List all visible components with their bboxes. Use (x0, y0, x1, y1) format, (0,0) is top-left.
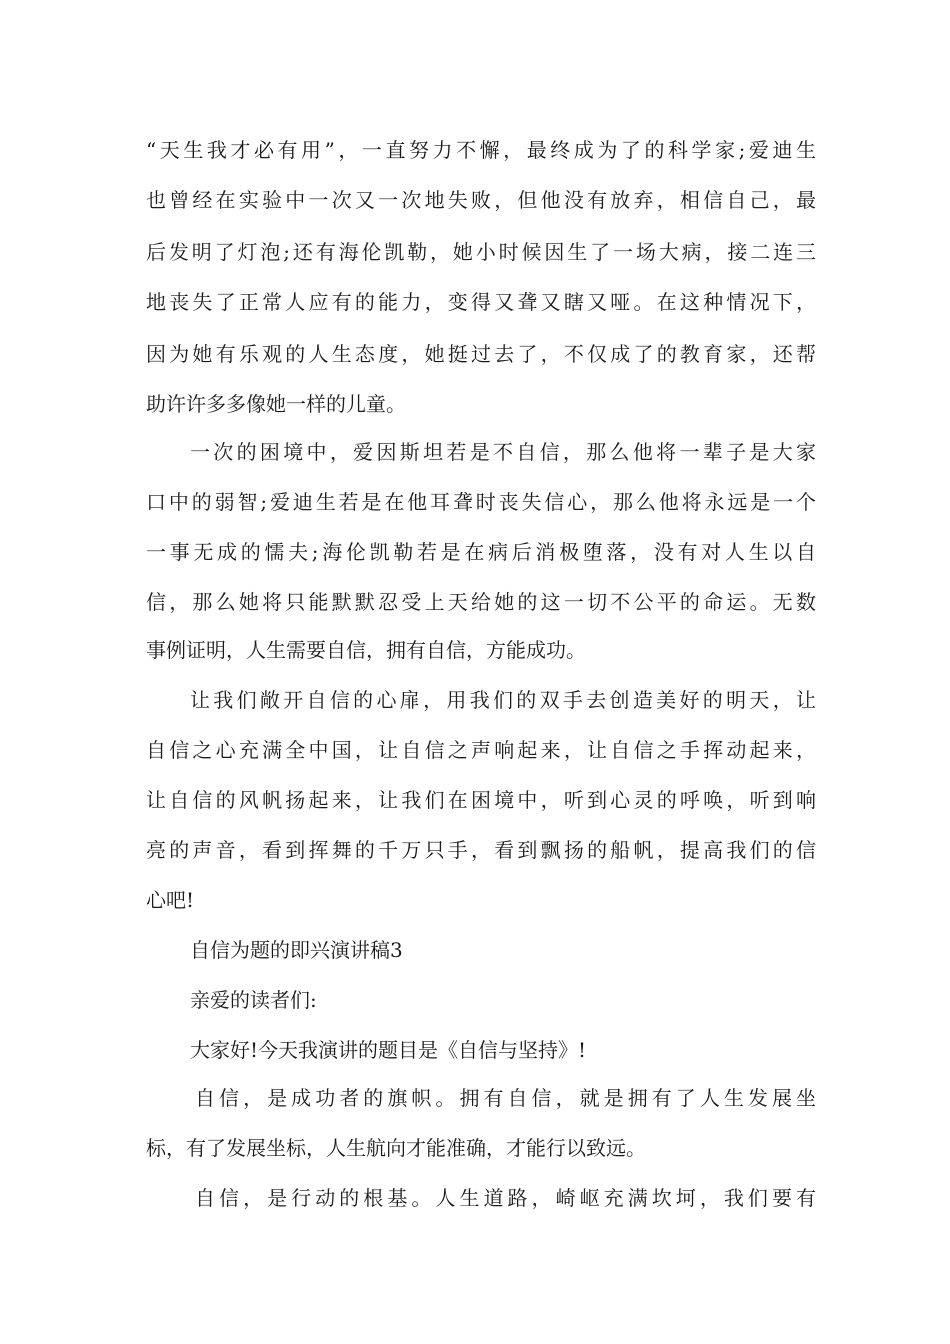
paragraph-2-line-2: 口中的弱智;爱迪生若是在他耳聋时丧失信心，那么他将永远是一个 (146, 490, 816, 514)
salutation: 亲爱的读者们: (190, 988, 317, 1012)
section-title: 自信为题的即兴演讲稿3 (190, 938, 403, 962)
paragraph-1-line-3: 后发明了灯泡;还有海伦凯勒，她小时候因生了一场大病，接二连三 (146, 240, 816, 264)
paragraph-3-line-4: 亮的声音，看到挥舞的千万只手，看到飘扬的船帆，提高我们的信 (146, 838, 816, 862)
paragraph-2-line-4: 信，那么她将只能默默忍受上天给她的这一切不公平的命运。无数 (146, 590, 816, 614)
paragraph-1-line-1: “天生我才必有用”，一直努力不懈，最终成为了的科学家;爱迪生 (146, 138, 816, 162)
paragraph-1-line-4: 地丧失了正常人应有的能力，变得又聋又瞎又哑。在这种情况下， (146, 290, 816, 314)
paragraph-2-line-3: 一事无成的懦夫;海伦凯勒若是在病后消极堕落，没有对人生以自 (146, 540, 816, 564)
paragraph-3-line-1: 让我们敞开自信的心扉，用我们的双手去创造美好的明天，让 (190, 688, 816, 712)
greeting: 大家好!今天我演讲的题目是《自信与坚持》! (190, 1038, 587, 1062)
paragraph-3-line-5: 心吧! (146, 888, 195, 912)
paragraph-2-line-1: 一次的困境中，爱因斯坦若是不自信，那么他将一辈子是大家 (190, 440, 816, 464)
paragraph-2-line-5: 事例证明，人生需要自信，拥有自信，方能成功。 (146, 638, 586, 662)
paragraph-5-line-1: 自信，是行动的根基。人生道路，崎岖充满坎坷，我们要有 (195, 1186, 816, 1210)
paragraph-1-line-5: 因为她有乐观的人生态度，她挺过去了，不仅成了的教育家，还帮 (146, 342, 816, 366)
paragraph-4-line-1: 自信，是成功者的旗帜。拥有自信，就是拥有了人生发展坐 (195, 1086, 816, 1110)
paragraph-3-line-2: 自信之心充满全中国，让自信之声响起来，让自信之手挥动起来， (146, 738, 816, 762)
paragraph-1-line-6: 助许许多多像她一样的儿童。 (146, 392, 406, 416)
paragraph-3-line-3: 让自信的风帆扬起来，让我们在困境中，听到心灵的呼唤，听到响 (146, 788, 816, 812)
paragraph-4-line-2: 标，有了发展坐标，人生航向才能准确，才能行以致远。 (146, 1136, 646, 1160)
paragraph-1-line-2: 也曾经在实验中一次又一次地失败，但他没有放弃，相信自己，最 (146, 188, 816, 212)
